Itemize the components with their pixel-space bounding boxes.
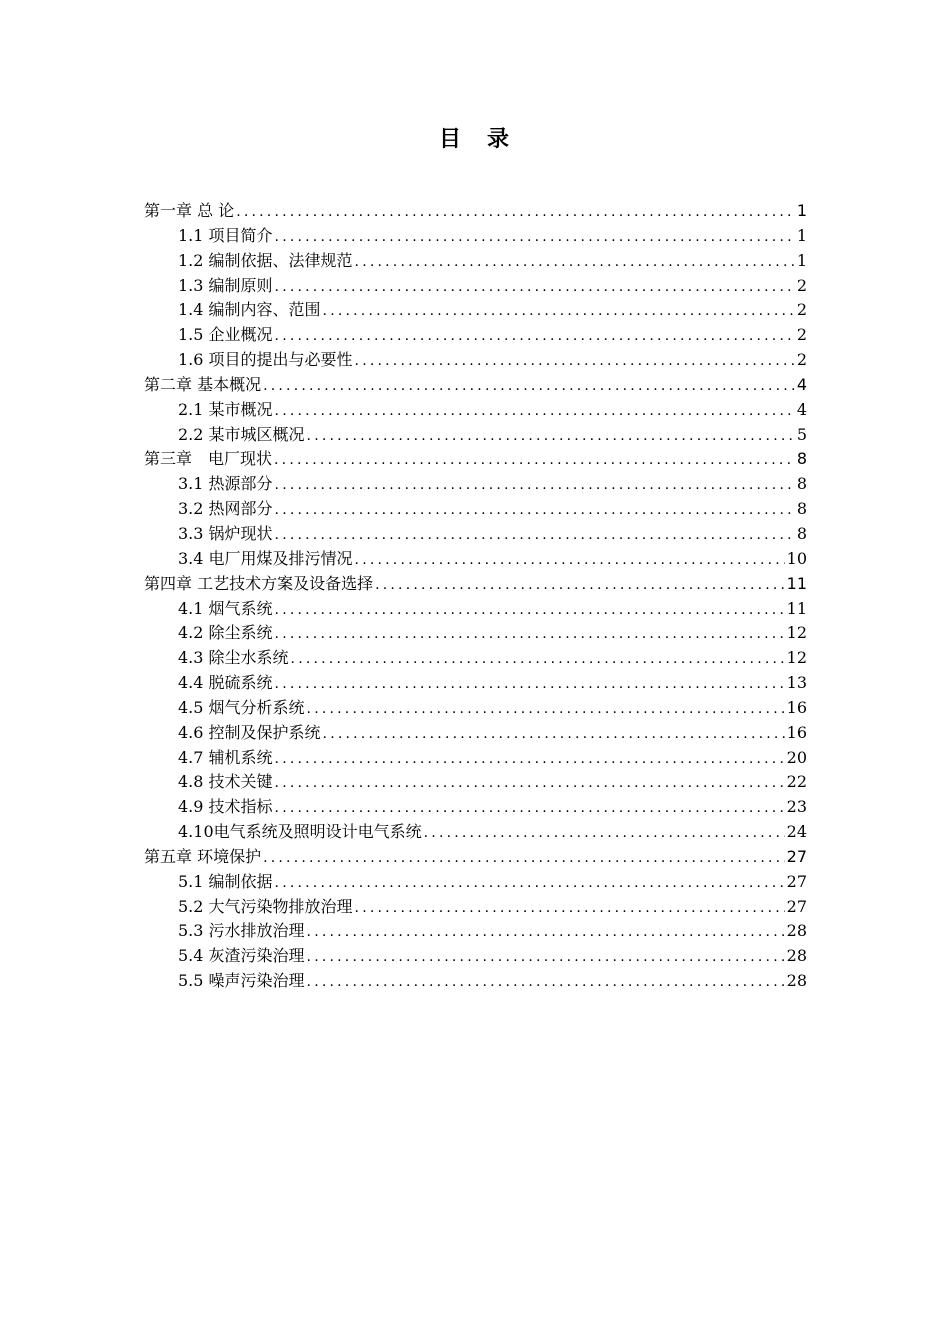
toc-dot-leader [273,598,785,622]
toc-dot-leader [273,622,785,646]
toc-page-number: 5 [796,424,807,444]
toc-section-entry[interactable] [144,895,807,920]
toc-chapter-entry[interactable] [144,447,807,472]
toc-entry-text: 3.4 电厂用煤及排污情况 [178,548,353,568]
toc-entry-text: 4.5 烟气分析系统 [178,697,305,717]
toc-section-entry[interactable] [144,323,807,348]
toc-page-number: 10 [786,548,807,568]
toc-section-entry[interactable] [144,249,807,274]
toc-section-entry[interactable] [144,820,807,845]
toc-page-number: 2 [796,350,807,370]
toc-dot-leader [289,647,785,671]
toc-entry-text: 3.3 锅炉现状 [178,523,273,543]
toc-page-number: 2 [796,325,807,345]
toc-page-number: 28 [786,946,807,966]
toc-dot-leader [321,722,785,746]
toc-dot-leader [305,970,785,994]
toc-entry-text: 4.3 除尘水系统 [178,648,289,668]
toc-page-number: 23 [786,797,807,817]
toc-page-number: 27 [786,896,807,916]
toc-section-entry[interactable] [144,348,807,373]
toc-dot-leader [261,374,795,398]
toc-dot-leader [272,448,795,472]
toc-entry-text: 第四章 工艺技术方案及设备选择 [144,573,374,593]
toc-entry-text: 4.6 控制及保护系统 [178,722,321,742]
toc-section-entry[interactable] [144,721,807,746]
toc-section-entry[interactable] [144,870,807,895]
toc-chapter-entry[interactable] [144,572,807,597]
toc-section-entry[interactable] [144,522,807,547]
toc-dot-leader [273,796,785,820]
toc-dot-leader [353,548,785,572]
toc-entry-text: 第三章 电厂现状 [144,449,273,469]
toc-entry-text: 2.1 某市概况 [178,399,273,419]
toc-page-number: 24 [786,822,807,842]
toc-entry-text: 1.5 企业概况 [178,325,273,345]
toc-page-number: 12 [786,623,807,643]
toc-dot-leader [373,573,785,597]
toc-page-number: 1 [796,225,807,245]
toc-dot-leader [321,299,795,323]
toc-chapter-entry[interactable] [144,845,807,870]
toc-entry-text: 4.8 技术关键 [178,772,273,792]
toc-page-number: 27 [786,871,807,891]
toc-entry-text: 第五章 环境保护 [144,846,262,866]
toc-dot-leader [353,250,795,274]
toc-chapter-entry[interactable] [144,199,807,224]
toc-section-entry[interactable] [144,646,807,671]
toc-section-entry[interactable] [144,696,807,721]
toc-page-number: 1 [796,250,807,270]
toc-page-number: 12 [786,648,807,668]
toc-entry-text: 4.4 脱硫系统 [178,673,273,693]
toc-section-entry[interactable] [144,621,807,646]
toc-page-number: 28 [786,971,807,991]
toc-dot-leader [273,399,795,423]
toc-dot-leader [273,275,795,299]
toc-chapter-entry[interactable] [144,373,807,398]
toc-dot-leader [273,871,785,895]
toc-section-entry[interactable] [144,919,807,944]
toc-page-number: 2 [796,275,807,295]
toc-page-number: 20 [786,747,807,767]
toc-dot-leader [305,424,795,448]
toc-entry-text: 5.3 污水排放治理 [178,921,305,941]
toc-section-entry[interactable] [144,944,807,969]
toc-section-entry[interactable] [144,969,807,994]
toc-dot-leader [273,473,795,497]
toc-page-number: 2 [796,300,807,320]
toc-entry-text: 5.4 灰渣污染治理 [178,946,305,966]
toc-section-entry[interactable] [144,224,807,249]
toc-entry-text: 2.2 某市城区概况 [178,424,305,444]
toc-section-entry[interactable] [144,472,807,497]
toc-section-entry[interactable] [144,274,807,299]
toc-page-number: 4 [796,374,807,394]
toc-dot-leader [273,523,795,547]
toc-dot-leader [273,225,795,249]
toc-section-entry[interactable] [144,497,807,522]
toc-dot-leader [305,945,785,969]
toc-entry-text: 3.2 热网部分 [178,499,273,519]
toc-page-number: 11 [786,598,807,618]
toc-section-entry[interactable] [144,671,807,696]
toc-page-number: 8 [796,449,807,469]
toc-entry-text: 4.1 烟气系统 [178,598,273,618]
toc-dot-leader [353,349,795,373]
toc-page-number: 13 [786,673,807,693]
toc-page-number: 22 [786,772,807,792]
toc-page-number: 8 [796,523,807,543]
toc-dot-leader [273,324,795,348]
toc-dot-leader [273,747,785,771]
toc-dot-leader [305,697,785,721]
toc-page-number: 16 [786,697,807,717]
toc-dot-leader [273,672,785,696]
toc-page-number: 4 [796,399,807,419]
toc-page-number: 8 [796,474,807,494]
toc-entry-text: 5.5 噪声污染治理 [178,971,305,991]
toc-entry-text: 4.7 辅机系统 [178,747,273,767]
toc-section-entry[interactable] [144,795,807,820]
toc-page-number: 16 [786,722,807,742]
toc-entry-text: 5.1 编制依据 [178,871,273,891]
toc-title: 目 录 [438,127,511,152]
toc-section-entry[interactable] [144,597,807,622]
toc-entry-text: 第二章 基本概况 [144,374,262,394]
toc-section-entry[interactable] [144,423,807,448]
toc-entry-text: 第一章 总 论 [144,201,235,220]
toc-dot-leader [353,896,785,920]
toc-section-entry[interactable] [144,398,807,423]
toc-entry-text: 4.9 技术指标 [178,797,273,817]
toc-section-entry[interactable] [144,746,807,771]
toc-dot-leader [273,498,795,522]
toc-page-number: 27 [786,846,807,866]
toc-dot-leader [273,771,785,795]
toc-page-number: 1 [796,201,807,220]
toc-section-entry[interactable] [144,547,807,572]
toc-entry-text: 5.2 大气污染物排放治理 [178,896,353,916]
toc-dot-leader [422,821,785,845]
toc-page-number: 8 [796,499,807,519]
toc-entry-text: 1.1 项目简介 [178,225,273,245]
toc-section-entry[interactable] [144,770,807,795]
toc-entry-text: 1.4 编制内容、范围 [178,300,321,320]
toc-entry-text: 3.1 热源部分 [178,474,273,494]
toc-entry-text: 1.2 编制依据、法律规范 [178,250,353,270]
toc-dot-leader [261,846,785,870]
toc-section-entry[interactable] [144,298,807,323]
toc-entry-text: 1.3 编制原则 [178,275,273,295]
toc-page-number: 28 [786,921,807,941]
toc-entry-text: 4.10电气系统及照明设计电气系统 [178,822,422,842]
toc-entry-text: 4.2 除尘系统 [178,623,273,643]
toc-entry-text: 1.6 项目的提出与必要性 [178,350,353,370]
toc-dot-leader [234,200,795,224]
toc-dot-leader [305,920,785,944]
toc-page-number: 11 [786,573,807,593]
toc-list [144,199,807,994]
